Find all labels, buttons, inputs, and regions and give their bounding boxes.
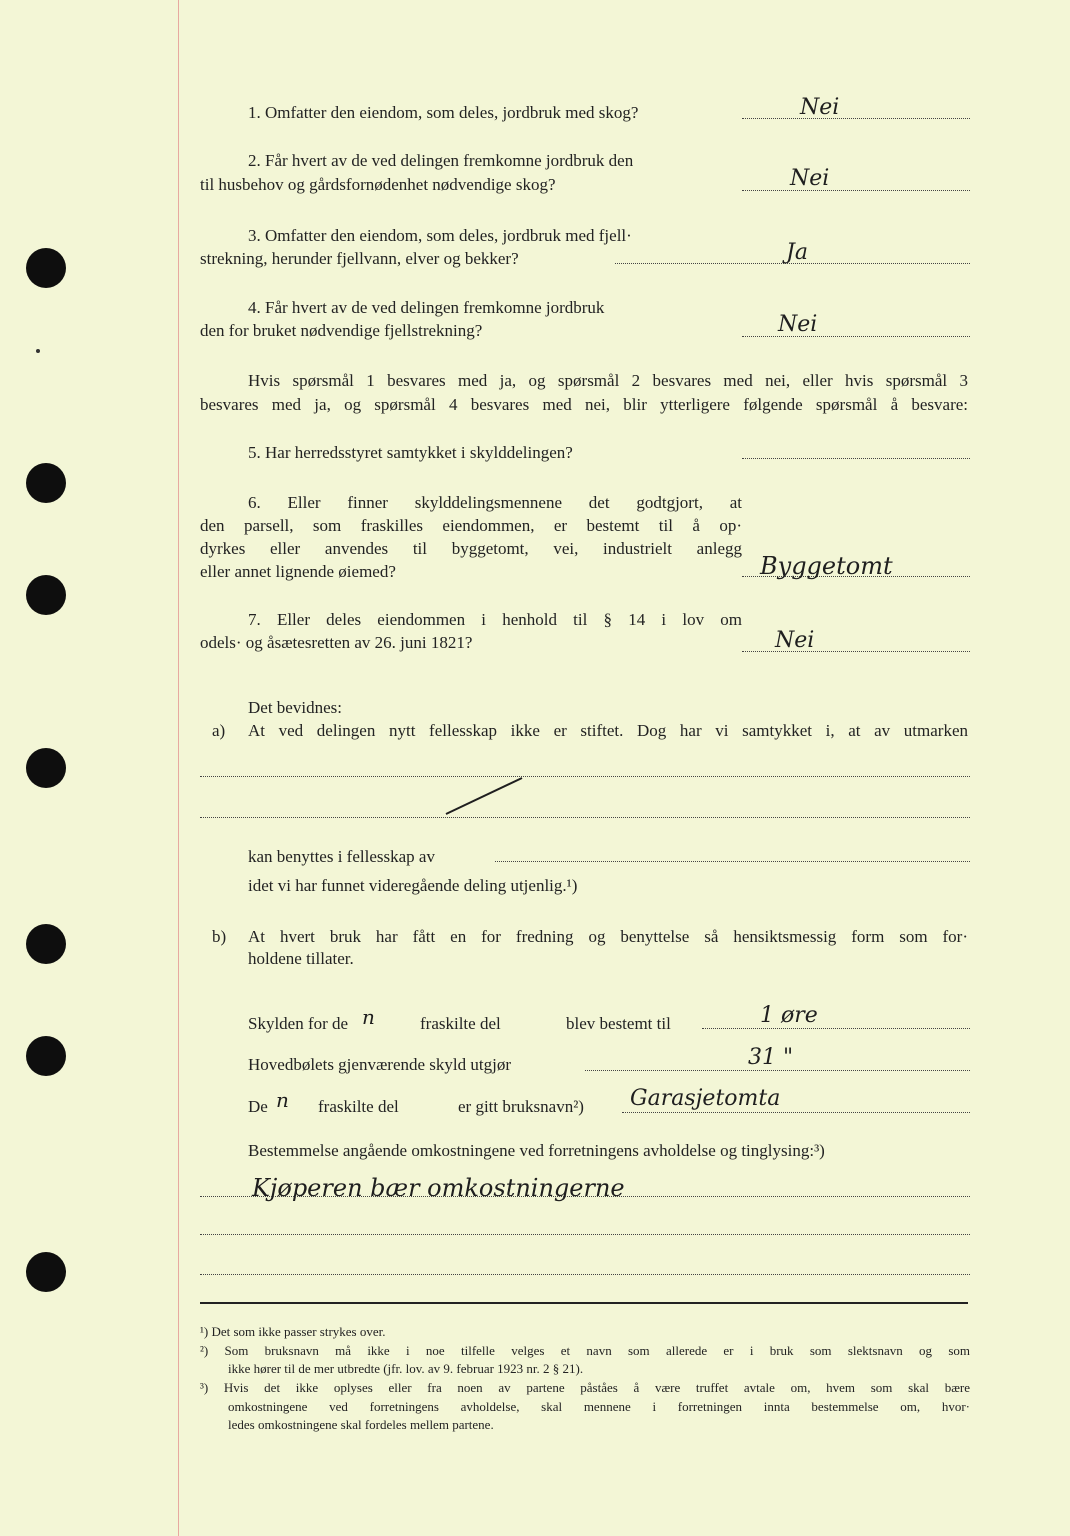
skyld-label: fraskilte del	[318, 1097, 399, 1116]
question-6-text: 6. Eller finner skylddelingsmennene det godtgjort, at	[248, 493, 742, 512]
footnote: omkostningene ved forretningens avholdelse, skal mennene i forretningen innta bestemmelse om, hvor·	[228, 1399, 970, 1414]
blank-line	[200, 1274, 970, 1275]
skyld-answer: Garasjetomta	[630, 1086, 781, 1111]
answer-line	[742, 336, 970, 337]
skyld-label: Bestemmelse angående omkostningene ved forretningens avholdelse og tinglysing:³)	[248, 1141, 825, 1160]
answer-line	[585, 1070, 970, 1071]
punch-hole	[26, 575, 66, 615]
question-4-text: 4. Får hvert av de ved delingen fremkomne jordbruk	[248, 298, 605, 317]
ink-speck	[36, 349, 40, 353]
question-6-text: den parsell, som fraskilles eiendommen, er bestemt til å op·	[200, 516, 742, 535]
answer-6: Byggetomt	[760, 552, 893, 580]
attest-a-label: a)	[212, 721, 226, 740]
blank-line	[495, 861, 970, 862]
attest-b-text: At hvert bruk har fått en for fredning og benyttelse så hensiktsmessig form som for·	[248, 927, 968, 946]
skyld-answer: Kjøperen bær omkostningerne	[252, 1174, 625, 1202]
blank-line	[200, 776, 970, 777]
attest-b-label: b)	[212, 927, 227, 946]
question-3-text: strekning, herunder fjellvann, elver og bekker?	[200, 249, 519, 268]
answer-line	[742, 190, 970, 191]
margin-line	[178, 0, 179, 1536]
question-5-text: 5. Har herredsstyret samtykket i skylddelingen?	[248, 443, 573, 462]
punch-hole	[26, 248, 66, 288]
skyld-label: Hovedbølets gjenværende skyld utgjør	[248, 1055, 511, 1074]
answer-line	[742, 118, 970, 119]
condition-text: Hvis spørsmål 1 besvares med ja, og spørsmål 2 besvares med nei, eller hvis spørsmål 3	[248, 371, 968, 390]
attest-a-text: kan benyttes i fellesskap av	[248, 847, 435, 866]
footnote: ¹) Det som ikke passer strykes over.	[200, 1324, 386, 1339]
skyld-label: blev bestemt til	[566, 1014, 671, 1033]
blank-line	[200, 1196, 970, 1197]
answer-line	[622, 1112, 970, 1113]
footnote: ikke hører til de mer utbredte (jfr. lov. av 9. februar 1923 nr. 2 § 21).	[228, 1361, 584, 1376]
skyld-answer: 1 øre	[760, 1003, 818, 1028]
question-2-text: 2. Får hvert av de ved delingen fremkomne jordbruk den	[248, 151, 634, 170]
footnote: ²) Som bruksnavn må ikke i noe tilfelle velges et navn som allerede er i bruk som slektsnavn og som	[200, 1343, 970, 1358]
punch-hole	[26, 1252, 66, 1292]
answer-2: Nei	[790, 166, 830, 191]
skyld-label: Skylden for de	[248, 1014, 349, 1033]
condition-text: besvares med ja, og spørsmål 4 besvares med nei, blir ytterligere følgende spørsmål å besvare:	[200, 395, 968, 414]
punch-hole	[26, 748, 66, 788]
skyld-label: er gitt bruksnavn²)	[458, 1097, 584, 1116]
answer-7: Nei	[775, 628, 815, 653]
answer-3: Ja	[786, 240, 808, 265]
question-2-text: til husbehov og gårdsfornødenhet nødvendige skog?	[200, 175, 556, 194]
blank-line	[200, 1234, 970, 1235]
strike-mark	[440, 770, 530, 820]
answer-4: Nei	[778, 312, 818, 337]
footnote: ledes omkostningene skal fordeles mellem partene.	[228, 1417, 494, 1432]
question-3-text: 3. Omfatter den eiendom, som deles, jordbruk med fjell·	[248, 226, 632, 245]
punch-hole	[26, 1036, 66, 1076]
skyld-answer: 31 "	[748, 1045, 794, 1070]
question-6-text: eller annet lignende øiemed?	[200, 562, 396, 581]
question-6-text: dyrkes eller anvendes til byggetomt, vei, industrielt anlegg	[200, 539, 742, 558]
punch-hole	[26, 924, 66, 964]
attest-b-text: holdene tillater.	[248, 949, 354, 968]
skyld-label: fraskilte del	[420, 1014, 501, 1033]
skyld-handwriting: n	[362, 1005, 375, 1029]
footnote: ³) Hvis det ikke oplyses eller fra noen av partene påståes å være truffet avtale om, hvem som skal bære	[200, 1380, 970, 1395]
question-4-text: den for bruket nødvendige fjellstrekning?	[200, 321, 483, 340]
question-1-text: 1. Omfatter den eiendom, som deles, jordbruk med skog?	[248, 103, 639, 122]
attest-a-text: idet vi har funnet videregående deling utjenlig.¹)	[248, 876, 578, 895]
skyld-handwriting: n	[276, 1088, 289, 1112]
answer-line	[742, 458, 970, 459]
blank-line	[200, 817, 970, 818]
footnote-rule	[200, 1302, 968, 1304]
answer-line	[702, 1028, 970, 1029]
answer-1: Nei	[800, 95, 840, 120]
attest-a-text: At ved delingen nytt fellesskap ikke er stiftet. Dog har vi samtykket i, at av utmarken	[248, 721, 968, 740]
question-7-text: 7. Eller deles eiendommen i henhold til § 14 i lov om	[248, 610, 742, 629]
punch-hole	[26, 463, 66, 503]
skyld-label: De	[248, 1097, 268, 1116]
question-7-text: odels· og åsætesretten av 26. juni 1821?	[200, 633, 473, 652]
attest-heading: Det bevidnes:	[248, 698, 342, 717]
